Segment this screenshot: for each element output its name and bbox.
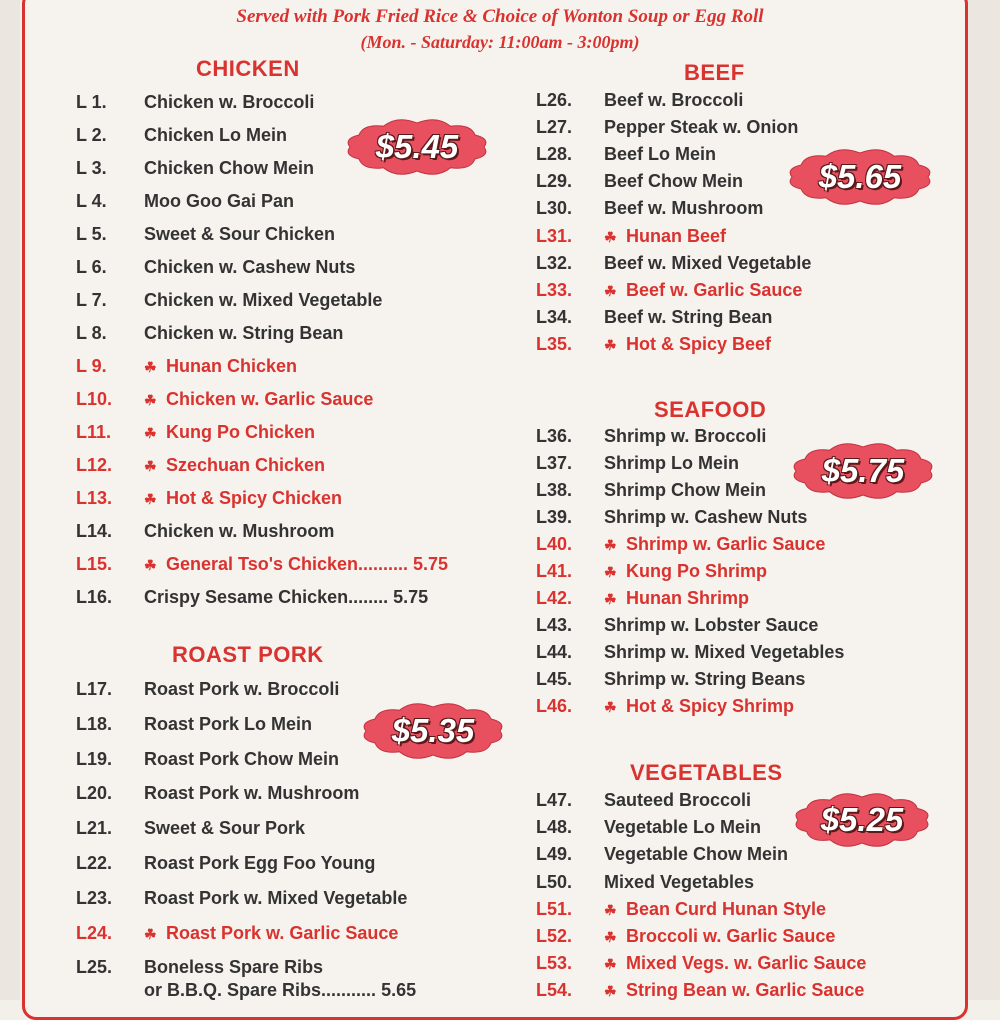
menu-item	[76, 389, 373, 410]
menu-item	[536, 872, 754, 893]
item-number: L49.	[536, 844, 573, 865]
hot-pepper-icon: ☘	[604, 228, 617, 245]
item-number: L26.	[536, 90, 573, 110]
item-name: Shrimp w. Broccoli	[604, 426, 767, 446]
menu-item	[76, 125, 287, 146]
item-name: Shrimp w. Mixed Vegetables	[604, 642, 845, 662]
item-number: L13.	[76, 488, 113, 508]
menu-item	[536, 817, 761, 838]
menu-item	[536, 334, 771, 355]
item-name: Broccoli w. Garlic Sauce	[626, 926, 836, 946]
item-name: Roast Pork Egg Foo Young	[144, 853, 376, 873]
section-title-chicken: CHICKEN	[196, 56, 300, 81]
item-number: L 9.	[76, 356, 107, 376]
menu-item	[76, 224, 335, 245]
item-number: L14.	[76, 521, 113, 541]
item-name: Moo Goo Gai Pan	[144, 191, 295, 211]
menu-item	[536, 117, 798, 138]
item-number: L52.	[536, 926, 573, 946]
item-name: Roast Pork w. Broccoli	[144, 679, 340, 699]
item-name: Chicken w. String Bean	[144, 323, 344, 343]
price-burst-roast-pork	[360, 702, 506, 760]
section-title-roast-pork: ROAST PORK	[172, 642, 324, 667]
item-number: L 4.	[76, 191, 107, 211]
page-edge-right	[966, 0, 1000, 1000]
item-number: L38.	[536, 480, 573, 500]
item-name: Mixed Vegetables	[604, 871, 755, 892]
item-name: Roast Pork Chow Mein	[144, 748, 340, 769]
item-number: L50.	[536, 871, 573, 892]
item-name: Beef w. Mixed Vegetable	[604, 252, 812, 273]
item-name: Vegetable Lo Mein	[604, 817, 762, 838]
hot-pepper-icon: ☘	[144, 458, 157, 474]
menu-item	[76, 749, 339, 770]
item-name: Hunan Beef	[626, 225, 727, 246]
menu-item	[536, 696, 794, 717]
item-price: 5.75	[388, 587, 429, 607]
item-name: Sweet & Sour Pork	[144, 818, 306, 839]
menu-item	[536, 171, 743, 192]
section-price: $5.25	[820, 801, 904, 838]
hot-pepper-icon: ☘	[144, 359, 157, 375]
hot-pepper-icon: ☘	[144, 491, 157, 507]
hot-pepper-icon: ☘	[604, 699, 617, 715]
hours-note: (Mon. - Saturday: 11:00am - 3:00pm)	[360, 32, 640, 52]
item-number: L43.	[536, 615, 573, 635]
menu-item	[536, 561, 767, 582]
item-number: L20.	[76, 783, 113, 804]
item-number: L 2.	[76, 125, 107, 145]
item-number: L17.	[76, 679, 113, 699]
item-number: L30.	[536, 198, 573, 219]
hot-pepper-icon: ☘	[604, 564, 617, 580]
menu-item	[536, 144, 716, 165]
menu-item	[76, 587, 428, 608]
item-name: Sauteed Broccoli	[604, 790, 752, 810]
price-burst-chicken	[344, 118, 490, 176]
item-name: Szechuan Chicken	[166, 455, 326, 475]
item-name: Chicken w. Mixed Vegetable	[144, 290, 383, 310]
item-name: Chicken Lo Mein	[144, 125, 288, 145]
price-burst-seafood	[790, 442, 936, 500]
item-number: L36.	[536, 426, 573, 446]
item-name: Beef w. Garlic Sauce	[626, 279, 803, 300]
item-number: L40.	[536, 534, 573, 554]
item-name: Shrimp Lo Mein	[604, 453, 739, 473]
menu-item	[536, 90, 743, 111]
item-name: Kung Po Shrimp	[626, 561, 767, 581]
menu-item	[536, 480, 766, 501]
section-price: $5.75	[821, 452, 905, 489]
item-number: L53.	[536, 953, 573, 974]
item-number: L11.	[76, 422, 112, 442]
item-name: Sweet & Sour Chicken	[144, 224, 336, 244]
item-name: Crispy Sesame Chicken	[144, 587, 349, 607]
menu-item	[536, 926, 835, 947]
item-number: L 3.	[76, 158, 107, 178]
item-name: Beef w. String Bean	[604, 306, 773, 327]
item-number: L37.	[536, 453, 573, 473]
item-number: L 8.	[76, 323, 107, 343]
menu-item	[536, 844, 788, 865]
price-burst-vegetables	[792, 792, 932, 848]
item-name: Vegetable Chow Mein	[604, 844, 789, 865]
item-number: L22.	[76, 853, 113, 873]
menu-item	[76, 356, 297, 377]
item-number: L46.	[536, 696, 573, 716]
hot-pepper-icon: ☘	[604, 983, 617, 1000]
menu-item	[76, 714, 312, 735]
item-number: L24.	[76, 922, 113, 943]
menu-item	[536, 507, 807, 528]
item-name: Hot & Spicy Chicken	[166, 488, 343, 508]
menu-item	[76, 783, 359, 804]
hot-pepper-icon: ☘	[144, 425, 157, 441]
section-title-beef: BEEF	[684, 60, 745, 85]
item-name: Boneless Spare Ribs	[144, 957, 324, 978]
hot-pepper-icon: ☘	[144, 392, 157, 408]
item-name: Shrimp Chow Mein	[604, 480, 766, 500]
price-burst-beef	[786, 148, 934, 206]
menu-item	[536, 669, 805, 690]
hot-pepper-icon: ☘	[144, 925, 157, 942]
item-number: L45.	[536, 669, 573, 689]
section-title-vegetables: VEGETABLES	[630, 760, 783, 785]
hot-pepper-icon: ☘	[144, 557, 157, 573]
item-name: Mixed Vegs. w. Garlic Sauce	[626, 953, 867, 974]
item-number: L21.	[76, 818, 113, 839]
menu-item	[76, 957, 323, 978]
menu-item	[76, 888, 407, 909]
item-name: Hunan Chicken	[166, 356, 298, 376]
item-name: Kung Po Chicken	[166, 422, 316, 442]
item-number: L29.	[536, 171, 573, 192]
item-name: Chicken w. Mushroom	[144, 521, 335, 541]
served-with-note: Served with Pork Fried Rice & Choice of Wonton Soup or Egg Roll	[236, 6, 764, 27]
item-number: L15.	[76, 554, 113, 574]
menu-item	[76, 980, 416, 1001]
menu-item	[76, 455, 325, 476]
item-number: L25.	[76, 957, 113, 978]
menu-item	[536, 307, 772, 328]
item-name: Beef w. Mushroom	[604, 198, 764, 219]
menu-item	[76, 158, 314, 179]
item-number: L54.	[536, 980, 573, 1001]
item-number: L28.	[536, 144, 573, 165]
item-number: L 5.	[76, 224, 107, 244]
menu-item	[536, 534, 825, 555]
item-name: Roast Pork w. Mixed Vegetable	[144, 887, 408, 908]
item-name: String Bean w. Garlic Sauce	[626, 980, 865, 1001]
item-name: Beef w. Broccoli	[604, 90, 744, 110]
hot-pepper-icon: ☘	[604, 336, 617, 353]
menu-item	[536, 642, 844, 663]
hot-pepper-icon: ☘	[604, 282, 617, 299]
hot-pepper-icon: ☘	[604, 537, 617, 553]
menu-item	[76, 818, 305, 839]
item-name: Hot & Spicy Shrimp	[626, 696, 795, 716]
menu-item	[536, 588, 749, 609]
item-name: Beef Chow Mein	[604, 171, 744, 192]
item-name: Roast Pork w. Mushroom	[144, 783, 360, 804]
item-number: L18.	[76, 713, 113, 734]
menu-item	[76, 521, 334, 542]
menu-item	[76, 92, 314, 113]
item-name: Pepper Steak w. Onion	[604, 117, 799, 138]
menu-item	[536, 253, 811, 274]
menu-item	[76, 257, 355, 278]
item-number: L33.	[536, 279, 573, 300]
menu-item	[536, 615, 818, 636]
item-number: L10.	[76, 389, 113, 409]
menu-item	[76, 488, 342, 509]
menu-item	[76, 323, 343, 344]
section-price: $5.35	[391, 712, 475, 749]
item-number: L42.	[536, 588, 573, 608]
item-name: Shrimp w. Lobster Sauce	[604, 615, 819, 635]
item-number: L12.	[76, 455, 113, 475]
item-name: General Tso's Chicken	[166, 554, 359, 574]
menu-item	[536, 453, 739, 474]
item-name: or B.B.Q. Spare Ribs	[144, 980, 322, 1000]
menu-item	[536, 790, 751, 811]
item-number: L 7.	[76, 290, 107, 310]
item-name: Chicken w. Cashew Nuts	[144, 257, 356, 277]
item-name: Chicken w. Broccoli	[144, 92, 315, 112]
leader-dots: ..........	[358, 554, 409, 574]
item-price: 5.65	[376, 980, 417, 1000]
section-price: $5.45	[375, 128, 459, 165]
item-number: L51.	[536, 898, 573, 919]
item-number: L 6.	[76, 257, 107, 277]
item-name: Shrimp w. Garlic Sauce	[626, 534, 826, 554]
item-name: Chicken Chow Mein	[144, 158, 315, 178]
item-number: L35.	[536, 333, 573, 354]
menu-item	[536, 980, 864, 1001]
item-number: L41.	[536, 561, 573, 581]
item-number: L48.	[536, 817, 573, 838]
hot-pepper-icon: ☘	[604, 901, 617, 918]
menu-item	[76, 422, 315, 443]
item-number: L 1.	[76, 92, 107, 112]
menu-item	[76, 191, 294, 212]
item-number: L32.	[536, 252, 573, 273]
item-name: Hunan Shrimp	[626, 588, 750, 608]
menu-item	[76, 554, 448, 575]
page-edge-left	[0, 0, 20, 1000]
menu-item	[536, 899, 826, 920]
menu-item	[536, 226, 726, 247]
menu-item	[76, 679, 339, 700]
menu-item	[76, 923, 398, 944]
item-number: L44.	[536, 642, 573, 662]
item-name: Shrimp w. String Beans	[604, 669, 806, 689]
hot-pepper-icon: ☘	[604, 956, 617, 973]
item-number: L19.	[76, 748, 113, 769]
menu-item	[76, 290, 382, 311]
menu-item	[536, 280, 802, 301]
item-name: Roast Pork w. Garlic Sauce	[166, 922, 399, 943]
section-price: $5.65	[818, 158, 902, 195]
item-name: Bean Curd Hunan Style	[626, 898, 827, 919]
menu-item	[536, 426, 766, 447]
item-name: Beef Lo Mein	[604, 144, 717, 165]
item-number: L27.	[536, 117, 573, 138]
leader-dots: ........	[348, 587, 389, 607]
menu-item	[536, 198, 763, 219]
item-number: L47.	[536, 790, 573, 810]
item-number: L34.	[536, 306, 573, 327]
leader-dots: ...........	[321, 980, 377, 1000]
item-name: Roast Pork Lo Mein	[144, 713, 313, 734]
item-price: 5.75	[408, 554, 449, 574]
item-number: L16.	[76, 587, 113, 607]
item-number: L39.	[536, 507, 573, 527]
item-name: Shrimp w. Cashew Nuts	[604, 507, 808, 527]
menu-item	[76, 853, 375, 874]
hot-pepper-icon: ☘	[604, 929, 617, 945]
item-name: Hot & Spicy Beef	[626, 333, 772, 354]
item-number: L23.	[76, 887, 113, 908]
hot-pepper-icon: ☘	[604, 591, 617, 607]
menu-item	[536, 953, 866, 974]
item-name: Chicken w. Garlic Sauce	[166, 389, 374, 409]
section-title-seafood: SEAFOOD	[654, 397, 767, 422]
item-number: L31.	[536, 225, 573, 246]
